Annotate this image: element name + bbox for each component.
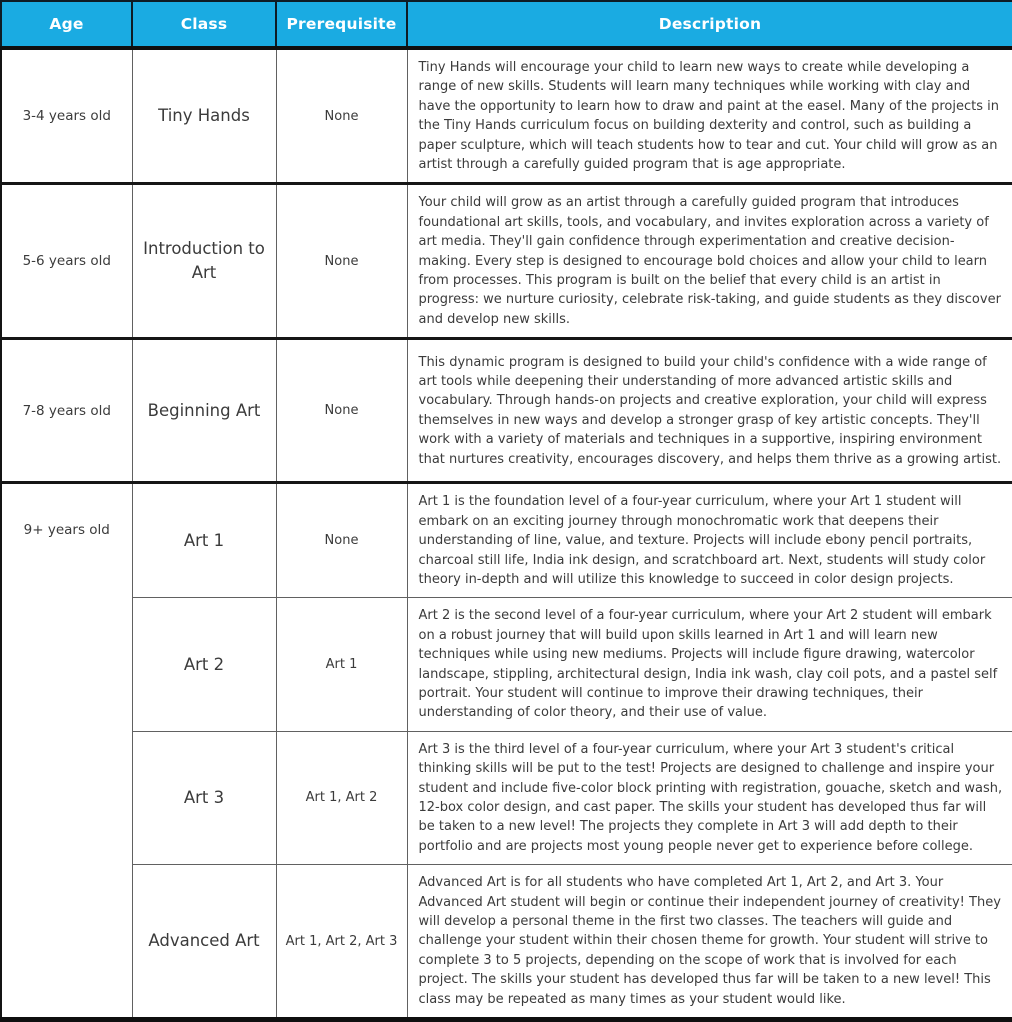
header-cell-prerequisite: Prerequisite	[276, 1, 407, 48]
class-cell: Art 1	[132, 483, 276, 598]
table-row-art-2	[1, 598, 1012, 731]
table-body	[1, 48, 1012, 1020]
age-cell: 9+ years old	[1, 483, 132, 1020]
table-row-advanced-art	[1, 865, 1012, 1020]
class-cell: Introduction to Art	[132, 184, 276, 339]
class-cell: Tiny Hands	[132, 48, 276, 184]
header-cell-description: Description	[407, 1, 1012, 48]
description-cell: Art 1 is the foundation level of a four-year curriculum, where your Art 1 student will embark on an exciting journey through monochromatic work that deepens their understanding of line, value, and texture. Projects will include ebony pencil portraits, charcoal still life, India ink design, and scratchboard art. Next, students will study color theory in-depth and will utilize this knowledge to succeed in color design projects.	[407, 483, 1012, 598]
age-cell: 7-8 years old	[1, 339, 132, 483]
class-cell: Advanced Art	[132, 865, 276, 1020]
table-row-art-1	[1, 483, 1012, 598]
description-cell: Your child will grow as an artist through a carefully guided program that introduces foundational art skills, tools, and vocabulary, and invites exploration across a variety of art media. They'll gain confidence through experimentation and creative decision-making. Every step is designed to encourage bold choices and allow your child to learn from processes. This program is built on the belief that every child is an artist in progress: we nurture curiosity, celebrate risk-taking, and guide students as they discover and develop new skills.	[407, 184, 1012, 339]
prerequisite-cell: Art 1, Art 2, Art 3	[276, 865, 407, 1020]
description-cell: Art 3 is the third level of a four-year curriculum, where your Art 3 student's critical thinking skills will be put to the test! Projects are designed to challenge and inspire your student and include five-color block printing with registration, gouache, sketch and wash, 12-box color design, and cast paper. The skills your student has developed thus far will be taken to a new level! The projects they complete in Art 3 will add depth to their portfolio and are projects most young people never get to experience before college.	[407, 731, 1012, 864]
prerequisite-cell: None	[276, 339, 407, 483]
age-cell: 3-4 years old	[1, 48, 132, 184]
prerequisite-cell: None	[276, 48, 407, 184]
table-row-introduction-to-art	[1, 184, 1012, 339]
table-row-tiny-hands	[1, 48, 1012, 184]
description-cell: Advanced Art is for all students who have completed Art 1, Art 2, and Art 3. Your Advanced Art student will begin or continue their independent journey of creativity! They will develop a personal theme in the first two classes. The teachers will guide and challenge your student within their chosen theme for growth. Your student will strive to complete 3 to 5 projects, depending on the scope of work that is involved for each project. The skills your student has developed thus far will be taken to a new level! This class may be repeated as many times as your student would like.	[407, 865, 1012, 1020]
description-cell: This dynamic program is designed to build your child's confidence with a wide range of art tools while deepening their understanding of more advanced artistic skills and vocabulary. Through hands-on projects and creative exploration, your child will express themselves in new ways and develop a stronger grasp of key artistic concepts. They'll work with a variety of materials and techniques in a supportive, inspiring environment that nurtures creativity, encourages discovery, and helps them thrive as a growing artist.	[407, 339, 1012, 483]
table-header	[1, 1, 1012, 48]
age-cell: 5-6 years old	[1, 184, 132, 339]
prerequisite-cell: None	[276, 483, 407, 598]
header-cell-age: Age	[1, 1, 132, 48]
prerequisite-cell: None	[276, 184, 407, 339]
description-cell: Art 2 is the second level of a four-year curriculum, where your Art 2 student will embark on a robust journey that will build upon skills learned in Art 1 and will learn new techniques while using new mediums. Projects will include figure drawing, watercolor landscape, stippling, architectural design, India ink wash, clay coil pots, and a pastel self portrait. Your student will continue to improve their drawing techniques, their understanding of color theory, and their use of value.	[407, 598, 1012, 731]
class-cell: Art 2	[132, 598, 276, 731]
header-row	[1, 1, 1012, 48]
table-row-beginning-art	[1, 339, 1012, 483]
table-row-art-3	[1, 731, 1012, 864]
class-cell: Art 3	[132, 731, 276, 864]
class-cell: Beginning Art	[132, 339, 276, 483]
prerequisite-cell: Art 1	[276, 598, 407, 731]
description-cell: Tiny Hands will encourage your child to learn new ways to create while developing a range of new skills. Students will learn many techniques while working with clay and have the opportunity to learn how to draw and paint at the easel. Many of the projects in the Tiny Hands curriculum focus on building dexterity and control, such as building a paper sculpture, which will teach students how to tear and cut. Your child will grow as an artist through a carefully guided program that is age appropriate.	[407, 48, 1012, 184]
prerequisite-cell: Art 1, Art 2	[276, 731, 407, 864]
header-cell-class: Class	[132, 1, 276, 48]
